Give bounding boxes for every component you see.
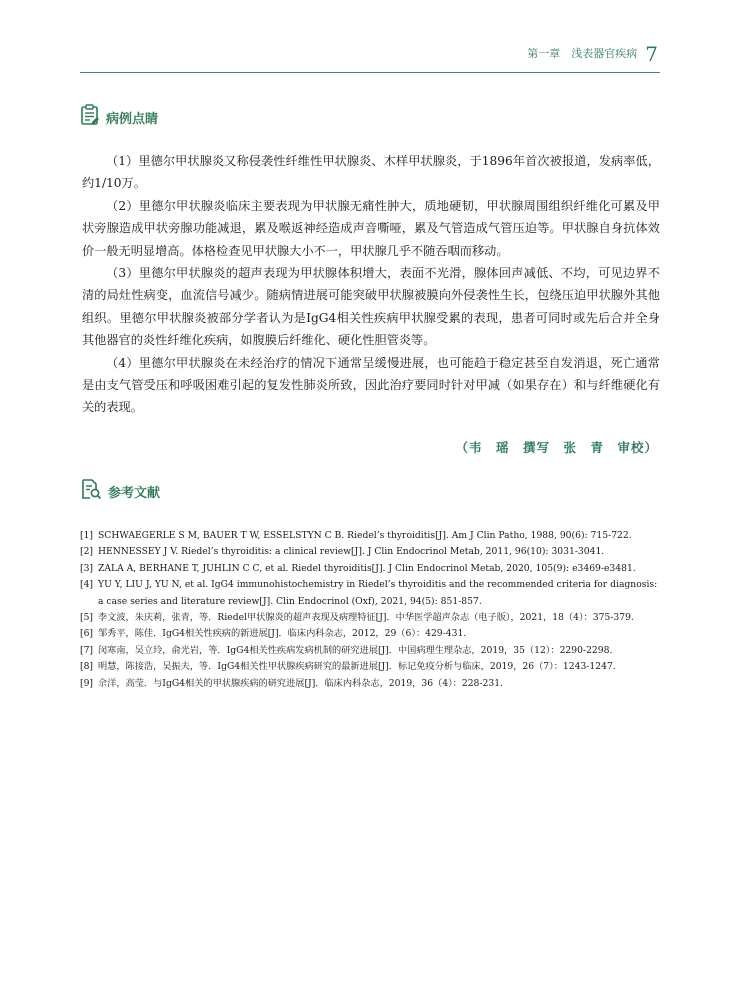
reference-item bbox=[80, 626, 662, 642]
paragraph-1: （1）里德尔甲状腺炎又称侵袭性纤维性甲状腺炎、木样甲状腺炎，于1896年首次被报道，发病率低，约1/10万。 bbox=[82, 154, 660, 191]
paragraph-4: （4）里德尔甲状腺炎在未经治疗的情况下通常呈缓慢进展，也可能趋于稳定甚至自发消退，死亡通常是由支气管受压和呼吸困难引起的复发性肺炎所致，因此治疗要同时针对甲减（如果存在）和与纤维硬化有关的表现。 bbox=[82, 355, 660, 415]
reference-number: [9] bbox=[80, 677, 94, 689]
reference-number: [7] bbox=[80, 644, 94, 656]
reference-item bbox=[80, 676, 662, 692]
reference-number: [4] bbox=[80, 579, 94, 591]
section-title: 参考文献 bbox=[108, 485, 161, 501]
reference-number: [1] bbox=[80, 530, 94, 541]
reference-text: 闵寒南，吴立玲，俞光岩，等．IgG4相关性疾病发病机制的研究进展[J]．中国病理生理杂志，2019，35（12）：2290-2298. bbox=[98, 644, 613, 656]
page-header bbox=[527, 44, 658, 64]
reference-number: [2] bbox=[80, 546, 94, 558]
reference-text: YU Y, LIU J, YU N, et al. IgG4 immunohistochemistry in Riedel’s thyroiditis and the recommended criteria for diagnosis: a case series and literature review[J]. Clin Endocrinol (Oxf), 2021, 94(5): 851-857. bbox=[98, 579, 658, 607]
reference-item bbox=[80, 544, 662, 560]
reference-item bbox=[80, 610, 662, 626]
reference-text: 明慧，陈接浩，吴振夫，等．IgG4相关性甲状腺疾病研究的最新进展[J]．标记免疫分析与临床，2019，26（7）：1243-1247. bbox=[98, 661, 616, 673]
reference-text: 李文波，朱庆莉，张青，等．Riedel甲状腺炎的超声表现及病理特征[J]．中华医学超声杂志（电子版），2021，18（4）：375-379. bbox=[98, 612, 634, 624]
reference-number: [8] bbox=[80, 661, 94, 673]
reference-item bbox=[80, 643, 662, 659]
reference-number: [6] bbox=[80, 628, 94, 640]
reference-text: SCHWAEGERLE S M, BAUER T W, ESSELSTYN C B. Riedel’s thyroiditis[J]. Am J Clin Patho, 1988, 90(6): 715-722. bbox=[98, 530, 632, 541]
reference-number: [3] bbox=[80, 562, 94, 574]
reference-number: [5] bbox=[80, 612, 94, 624]
paragraph-3: （3）里德尔甲状腺炎的超声表现为甲状腺体积增大，表面不光滑，腺体回声减低、不均，可见边界不清的局灶性病变，血流信号减少。随病情进展可能突破甲状腺被膜向外侵袭性生长，包绕压迫甲状腺外其他组织。里德尔甲状腺炎被部分学者认为是IgG4相关性疾病甲状腺受累的表现，患者可同时或先后合并全身其他器官的炎性纤维化疾病，如腹膜后纤维化、硬化性胆管炎等。 bbox=[82, 266, 660, 348]
clipboard-note-icon bbox=[80, 104, 100, 130]
reference-item bbox=[80, 659, 662, 675]
page-number: 7 bbox=[645, 42, 658, 66]
document-search-icon bbox=[80, 478, 102, 504]
reference-item bbox=[80, 577, 662, 610]
reference-text: 邹秀平，陈佳．IgG4相关性疾病的新进展[J]．临床内科杂志，2012，29（6）：429-431. bbox=[98, 628, 467, 640]
reference-text: 佘洋，高莹．与IgG4相关的甲状腺疾病的研究进展[J]．临床内科杂志，2019，36（4）：228-231. bbox=[98, 677, 503, 689]
header-rule bbox=[80, 72, 660, 73]
reference-list bbox=[80, 528, 662, 692]
section-heading-references bbox=[80, 478, 160, 504]
reference-item bbox=[80, 528, 662, 544]
paragraph-2: （2）里德尔甲状腺炎临床主要表现为甲状腺无痛性肿大，质地硬韧，甲状腺周围组织纤维化可累及甲状旁腺造成甲状旁腺功能减退，累及喉返神经造成声音嘶哑，累及气管造成气管压迫等。甲状腺自身抗体效价一般无明显增高。体格检查见甲状腺大小不一，甲状腺几乎不随吞咽而移动。 bbox=[82, 198, 660, 258]
case-highlights-body bbox=[82, 150, 660, 419]
chapter-title: 第一章 浅表器官疾病 bbox=[527, 47, 638, 60]
author-signature: （韦 瑶 撰写 张 青 审校） bbox=[455, 440, 658, 455]
reference-text: ZALA A, BERHANE T, JUHLIN C C, et al. Riedel thyroiditis[J]. J Clin Endocrinol Metab, 2020, 105(9): e3469-e3481. bbox=[98, 562, 636, 574]
reference-text: HENNESSEY J V. Riedel’s thyroiditis: a clinical review[J]. J Clin Endocrinol Metab, 2011, 96(10): 3031-3041. bbox=[98, 546, 605, 558]
reference-item bbox=[80, 561, 662, 577]
section-title: 病例点睛 bbox=[106, 111, 159, 127]
section-heading-key-points bbox=[80, 104, 158, 130]
